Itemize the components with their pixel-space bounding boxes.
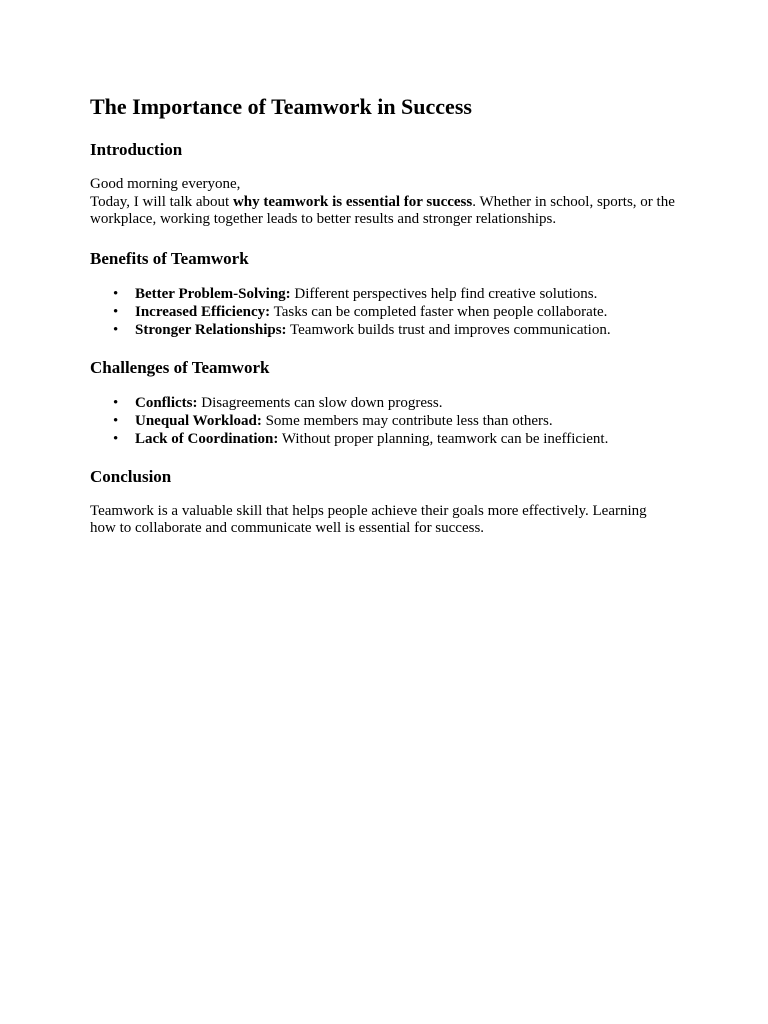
list-item-term: Stronger Relationships: — [135, 321, 287, 338]
list-item — [113, 321, 675, 339]
list-item-text: Different perspectives help find creative solutions. — [290, 285, 598, 302]
introduction-heading: Introduction — [90, 140, 183, 159]
bullet-icon: • — [113, 412, 119, 429]
benefits-list — [90, 285, 675, 339]
document-page — [90, 92, 675, 538]
list-item-term: Conflicts: — [135, 394, 198, 411]
list-item-term: Increased Efficiency: — [135, 303, 271, 320]
list-item — [113, 285, 675, 303]
list-item-term: Better Problem-Solving: — [135, 285, 291, 302]
bullet-icon: • — [113, 303, 119, 320]
introduction-paragraph — [90, 194, 675, 229]
list-item-term: Unequal Workload: — [135, 412, 262, 429]
bullet-icon: • — [113, 321, 119, 338]
benefits-heading: Benefits of Teamwork — [90, 248, 249, 268]
list-item-term: Lack of Coordination: — [135, 430, 279, 447]
list-item-text: Teamwork builds trust and improves communication. — [286, 321, 611, 338]
challenges-list — [90, 394, 675, 448]
bullet-icon: • — [113, 430, 119, 447]
list-item-text: Disagreements can slow down progress. — [197, 394, 443, 411]
intro-bold-text: why teamwork is essential for success — [232, 193, 473, 210]
conclusion-heading: Conclusion — [90, 466, 172, 486]
conclusion-paragraph: Teamwork is a valuable skill that helps people achieve their goals more effectively. Learning how to collaborate and communicate well is essential for success. — [90, 502, 647, 536]
bullet-icon: • — [113, 285, 119, 302]
list-item — [113, 394, 675, 412]
document-title: The Importance of Teamwork in Success — [90, 94, 472, 119]
introduction-body — [90, 176, 675, 229]
list-item-text: Tasks can be completed faster when people collaborate. — [270, 303, 608, 320]
challenges-heading: Challenges of Teamwork — [90, 357, 270, 377]
bullet-icon: • — [113, 394, 119, 411]
greeting-text: Good morning everyone, — [90, 176, 241, 192]
list-item-text: Without proper planning, teamwork can be inefficient. — [278, 430, 609, 447]
list-item — [113, 412, 675, 430]
list-item — [113, 430, 675, 448]
intro-text-start: Today, I will talk about — [90, 193, 233, 210]
list-item — [113, 303, 675, 321]
list-item-text: Some members may contribute less than others. — [261, 412, 553, 429]
intro-text-end: . Whether in school, sports, or the workplace, working together leads to better results and stronger relationships. — [90, 193, 675, 227]
